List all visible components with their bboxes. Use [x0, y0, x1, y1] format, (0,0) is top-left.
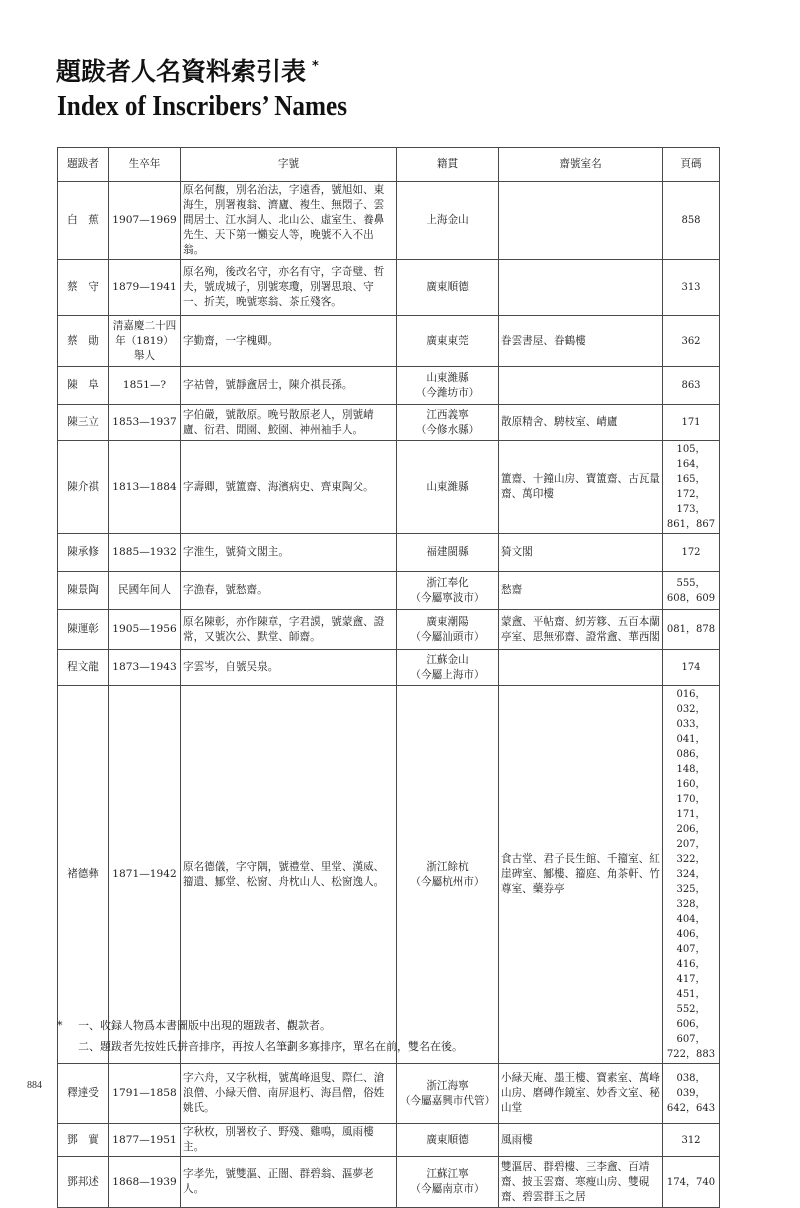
native-place-modern: （今屬上海市） — [410, 668, 485, 681]
native-place: 浙江餘杭 — [426, 860, 469, 873]
cell-native-place — [397, 182, 499, 260]
native-place: 江蘇金山 — [426, 653, 469, 666]
cell-studio-names: 散原精舍、騁枝室、崝廬 — [499, 405, 663, 441]
header-inscriber: 題跋者 — [58, 148, 109, 182]
cell-life-years: 1877—1951 — [109, 1124, 181, 1157]
cell-life-years: 民國年间人 — [109, 572, 181, 610]
cell-page-numbers: 038，039，642，643 — [663, 1064, 720, 1124]
cell-page-numbers: 171 — [663, 405, 720, 441]
cell-page-numbers: 172 — [663, 534, 720, 572]
native-place: 浙江海寧 — [426, 1079, 469, 1092]
cell-page-numbers: 312 — [663, 1124, 720, 1157]
cell-native-place — [397, 1064, 499, 1124]
table-header — [58, 148, 720, 182]
cell-style-names: 字秋枚，別署枚子、野殘、雞鳴，風雨樓主。 — [181, 1124, 397, 1157]
footnote-text: 二、題跋者先按姓氏拼音排序，再按人名筆劃多寡排序，單名在前，雙名在後。 — [78, 1040, 463, 1053]
table-row — [58, 534, 720, 572]
native-place: 山東濰縣 — [426, 480, 469, 493]
cell-native-place — [397, 686, 499, 1064]
cell-life-years: 1791—1858 — [109, 1064, 181, 1124]
title-chinese-text: 題跋者人名資料索引表 — [56, 57, 307, 86]
footnote-indent — [57, 1036, 78, 1057]
cell-life-years: 清嘉慶二十四年（1819）舉人 — [109, 316, 181, 367]
cell-inscriber: 程文龍 — [58, 650, 109, 686]
cell-native-place — [397, 650, 499, 686]
header-row — [58, 148, 720, 182]
table-row — [58, 260, 720, 316]
cell-native-place — [397, 367, 499, 405]
table-row — [58, 610, 720, 650]
cell-studio-names: 蒙盦、平帖齋、紉芳簃、五百本蘭亭室、思無邪齋、證常盦、華西閣 — [499, 610, 663, 650]
cell-native-place — [397, 441, 499, 534]
table-row — [58, 1124, 720, 1157]
cell-inscriber: 蔡 勛 — [58, 316, 109, 367]
cell-studio-names — [499, 182, 663, 260]
cell-page-numbers: 555，608，609 — [663, 572, 720, 610]
page-title-english: Index of Inscribers’ Names — [57, 91, 348, 122]
cell-life-years: 1853—1937 — [109, 405, 181, 441]
cell-native-place — [397, 316, 499, 367]
native-place-modern: （今濰坊市） — [415, 386, 480, 399]
cell-style-names: 字漁春，號愁齋。 — [181, 572, 397, 610]
cell-inscriber: 蔡 守 — [58, 260, 109, 316]
cell-studio-names: 猗文閣 — [499, 534, 663, 572]
cell-style-names: 原名殉，後改名守，亦名有守，字奇璧、哲夫，號成城子，別號寒瓊，別署思琅、守一、折芙，晚號寒翁、茶丘殘客。 — [181, 260, 397, 316]
footnote-line — [57, 1036, 463, 1057]
cell-inscriber: 釋達受 — [58, 1064, 109, 1124]
cell-studio-names — [499, 650, 663, 686]
page-title-chinese — [56, 56, 319, 88]
cell-inscriber: 陳運彰 — [58, 610, 109, 650]
table-row — [58, 686, 720, 1064]
title-footnote-mark: * — [312, 59, 319, 74]
cell-inscriber: 陳介祺 — [58, 441, 109, 534]
native-place: 上海金山 — [426, 214, 469, 226]
cell-studio-names: 眷雲書屋、眷鶴樓 — [499, 316, 663, 367]
cell-style-names: 原名德儀，字守隅，號禮堂、里堂、漢威、籀遺、鄦堂、松窗、舟枕山人、松窗逸人。 — [181, 686, 397, 1064]
native-place: 山東濰縣 — [426, 371, 469, 384]
cell-page-numbers: 105，164，165，172，173，861，867 — [663, 441, 720, 534]
table-row — [58, 367, 720, 405]
cell-inscriber: 陳景陶 — [58, 572, 109, 610]
cell-style-names: 字孝先，號雙漚、正闇、群碧翁、漚夢老人。 — [181, 1157, 397, 1208]
cell-studio-names: 風雨樓 — [499, 1124, 663, 1157]
cell-inscriber: 鄧邦述 — [58, 1157, 109, 1208]
cell-native-place — [397, 1157, 499, 1208]
native-place: 福建閩縣 — [426, 546, 469, 558]
native-place: 廣東順德 — [426, 1133, 469, 1146]
cell-style-names: 原名何馥，別名治法，字遠香，號旭如、東海生，別署複翁、濟廬、複生、無悶子、雲間居士、江水詞人、北山公、虛室生、養鼻先生、天下第一懶妄人等，晚號不入不出翁。 — [181, 182, 397, 260]
table-row — [58, 1157, 720, 1208]
native-place: 江蘇江寧 — [426, 1168, 469, 1180]
cell-life-years: 1868—1939 — [109, 1157, 181, 1208]
cell-page-numbers: 174，740 — [663, 1157, 720, 1208]
cell-life-years: 1871—1942 — [109, 686, 181, 1064]
footnote-mark: * — [57, 1019, 63, 1032]
cell-page-numbers: 313 — [663, 260, 720, 316]
cell-life-years: 1885—1932 — [109, 534, 181, 572]
footnote — [57, 1015, 463, 1057]
cell-studio-names: 小緑天庵、墨王樓、寶素室、萬峰山房、磨磚作鏡室、妙香文室、秘山堂 — [499, 1064, 663, 1124]
native-place-modern: （今屬汕頭市） — [410, 630, 485, 643]
page-number: 884 — [27, 1080, 42, 1091]
cell-page-numbers: 174 — [663, 650, 720, 686]
cell-style-names: 原名陳彰，亦作陳章，字君謨，號蒙盦、證常，又號次公、默堂、師齋。 — [181, 610, 397, 650]
cell-style-names: 字祜曾，號靜盦居士，陳介祺長孫。 — [181, 367, 397, 405]
cell-style-names: 字伯嚴，號散原。晚号散原老人，別號崝廬、衍君、閒園、鮫園、神州袖手人。 — [181, 405, 397, 441]
cell-life-years: 1879—1941 — [109, 260, 181, 316]
cell-inscriber: 陳三立 — [58, 405, 109, 441]
table-row — [58, 441, 720, 534]
cell-life-years: 1873—1943 — [109, 650, 181, 686]
cell-page-numbers: 863 — [663, 367, 720, 405]
cell-page-numbers: 016，032，033，041，086，148，160，170，171，206，207，322，324，325，328，404，406，407，416，417，451，552，606，607，722，883 — [663, 686, 720, 1064]
cell-style-names: 字壽卿，號簠齋、海濱病史、齊東陶父。 — [181, 441, 397, 534]
cell-inscriber: 陳承修 — [58, 534, 109, 572]
table-row — [58, 316, 720, 367]
cell-native-place — [397, 610, 499, 650]
native-place: 廣東潮陽 — [426, 615, 469, 628]
native-place-modern: （今屬南京市） — [410, 1183, 485, 1195]
native-place-modern: （今修水縣） — [415, 423, 480, 436]
cell-page-numbers: 858 — [663, 182, 720, 260]
cell-native-place — [397, 1124, 499, 1157]
table-row — [58, 650, 720, 686]
native-place: 廣東順德 — [426, 281, 469, 293]
native-place-modern: （今屬杭州市） — [410, 875, 485, 888]
cell-studio-names — [499, 367, 663, 405]
header-style-names: 字號 — [181, 148, 397, 182]
cell-studio-names: 雙漚居、群碧樓、三李盦、百靖齋、披玉雲齋、寒瘦山房、雙硯齋、碧雲群玉之居 — [499, 1157, 663, 1208]
native-place-modern: （今屬嘉興市代管） — [399, 1094, 496, 1107]
cell-style-names: 字勤齋，一字槐卿。 — [181, 316, 397, 367]
cell-studio-names: 食古堂、君子長生館、千籀室、紅崖碑室、鄦樓、籀庭、角茶軒、竹尊室、藥券亭 — [499, 686, 663, 1064]
cell-inscriber: 陳 阜 — [58, 367, 109, 405]
header-life-years: 生卒年 — [109, 148, 181, 182]
cell-inscriber: 白 蕉 — [58, 182, 109, 260]
native-place-modern: （今屬寧波市） — [410, 591, 485, 604]
native-place: 浙江奉化 — [426, 576, 469, 589]
cell-inscriber: 褚德彝 — [58, 686, 109, 1064]
cell-life-years: 1907—1969 — [109, 182, 181, 260]
native-place: 廣東東莞 — [426, 334, 469, 347]
cell-studio-names — [499, 260, 663, 316]
cell-native-place — [397, 572, 499, 610]
cell-style-names: 字淮生，號猗文閣主。 — [181, 534, 397, 572]
table-row — [58, 1064, 720, 1124]
cell-life-years: 1851—? — [109, 367, 181, 405]
cell-page-numbers: 081，878 — [663, 610, 720, 650]
cell-studio-names: 簠齋、十鐘山房、寶簠齋、古瓦量齋、萬印樓 — [499, 441, 663, 534]
cell-style-names: 字雲岑，自號吴泉。 — [181, 650, 397, 686]
header-studio-names: 齋號室名 — [499, 148, 663, 182]
footnote-text: 一、收録人物爲本書圖版中出現的題跋者、觀款者。 — [78, 1019, 331, 1032]
header-page-numbers: 頁碼 — [663, 148, 720, 182]
cell-life-years: 1905—1956 — [109, 610, 181, 650]
cell-studio-names: 愁齋 — [499, 572, 663, 610]
cell-page-numbers: 362 — [663, 316, 720, 367]
table-row — [58, 572, 720, 610]
native-place: 江西義寧 — [426, 408, 469, 421]
footnote-line — [57, 1015, 463, 1036]
cell-native-place — [397, 534, 499, 572]
cell-inscriber: 鄧 實 — [58, 1124, 109, 1157]
table-row — [58, 405, 720, 441]
cell-life-years: 1813—1884 — [109, 441, 181, 534]
cell-native-place — [397, 260, 499, 316]
cell-style-names: 字六舟，又字秋楫，號萬峰退叟、際仁、滄浪僧、小緑天僧、南屏退朽、海昌僧，俗姓姚氏。 — [181, 1064, 397, 1124]
header-native-place: 籍貫 — [397, 148, 499, 182]
cell-native-place — [397, 405, 499, 441]
table-row — [58, 182, 720, 260]
